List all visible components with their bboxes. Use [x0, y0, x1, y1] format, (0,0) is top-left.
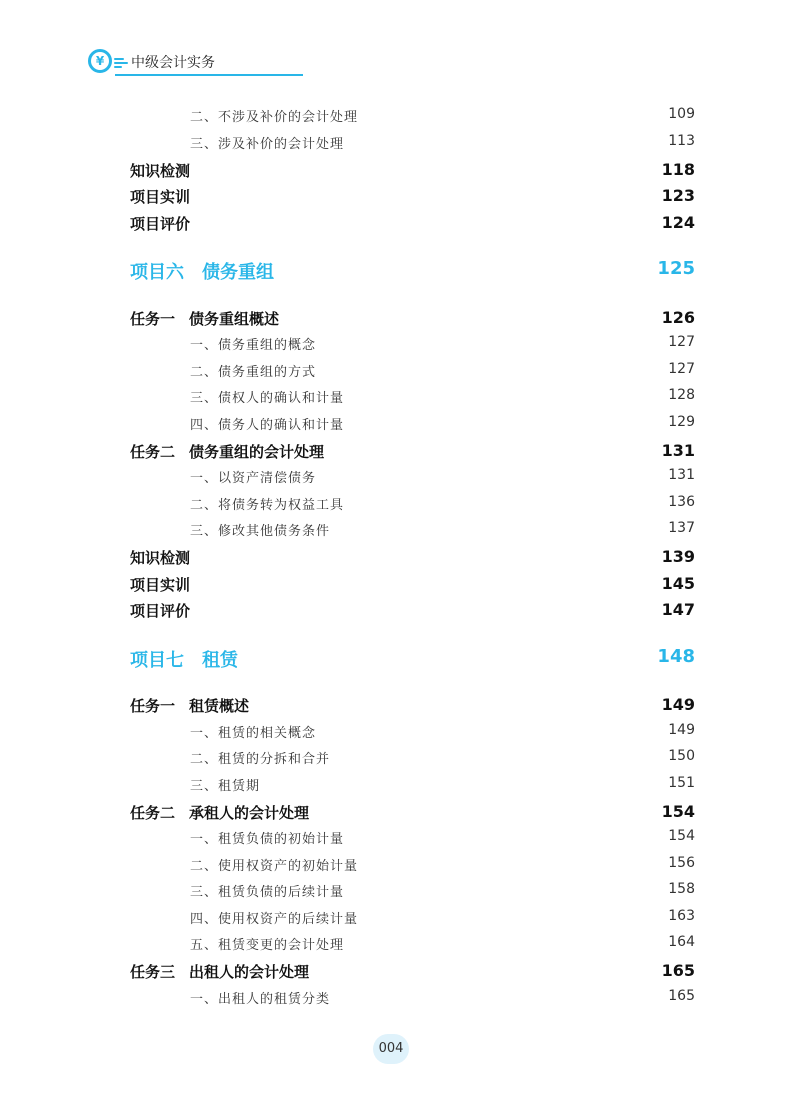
toc-entry-text: 债务重组 — [202, 262, 274, 283]
toc-entry-text: 一、租赁的相关概念 — [190, 726, 317, 741]
toc-entry-title — [130, 213, 190, 234]
toc-entry-text: 项目实训 — [130, 576, 191, 594]
toc-entry-title — [190, 106, 358, 125]
toc-entry-text: 一、以资产清偿债务 — [190, 471, 317, 486]
toc-entry-text: 二、使用权资产的初始计量 — [190, 859, 359, 874]
toc-entry-label: 任务三 — [130, 963, 176, 981]
toc-entry-title — [190, 387, 344, 406]
toc-entry-page: 124 — [661, 213, 695, 232]
project-entry[interactable] — [0, 646, 800, 670]
section-entry[interactable] — [0, 802, 800, 822]
toc-entry-label: 项目六 — [130, 262, 184, 283]
toc-entry-text: 租赁 — [202, 650, 238, 671]
toc-entry-page: 113 — [668, 133, 695, 149]
toc-entry-text: 项目实训 — [130, 188, 191, 206]
toc-entry-text: 债务重组的会计处理 — [189, 443, 325, 461]
toc-entry-page: 150 — [668, 748, 695, 764]
toc-entry-title — [130, 600, 190, 621]
toc-entry-title — [130, 258, 274, 284]
toc-entry-page: 154 — [661, 802, 695, 821]
section-entry[interactable] — [0, 695, 800, 715]
toc-entry-title — [190, 722, 316, 741]
toc-entry-page: 148 — [657, 646, 695, 667]
toc-entry-page: 147 — [661, 600, 695, 619]
toc-entry-text: 承租人的会计处理 — [189, 804, 310, 822]
toc-entry-text: 三、租赁期 — [190, 779, 261, 794]
subsection-entry[interactable] — [0, 520, 800, 540]
yen-coin-icon: ¥ — [88, 49, 112, 73]
toc-entry-page: 126 — [661, 308, 695, 327]
section-entry[interactable] — [0, 308, 800, 328]
page-number: 004 — [373, 1034, 409, 1064]
toc-entry-page: 151 — [668, 775, 695, 791]
toc-entry-page: 164 — [668, 934, 695, 950]
subsection-entry[interactable] — [0, 908, 800, 928]
toc-entry-title — [130, 961, 309, 982]
toc-entry-text: 二、债务重组的方式 — [190, 365, 317, 380]
toc-entry-title — [190, 988, 330, 1007]
subsection-entry[interactable] — [0, 106, 800, 126]
toc-entry-page: 163 — [668, 908, 695, 924]
toc-entry-label: 任务一 — [130, 310, 176, 328]
toc-entry-text: 四、债务人的确认和计量 — [190, 418, 345, 433]
toc-entry-text: 项目评价 — [130, 215, 191, 233]
toc-entry-label: 任务二 — [130, 804, 176, 822]
subsection-entry[interactable] — [0, 748, 800, 768]
toc-entry-page: 129 — [668, 414, 695, 430]
toc-entry-label: 任务二 — [130, 443, 176, 461]
toc-entry-page: 131 — [668, 467, 695, 483]
toc-entry-text: 二、不涉及补价的会计处理 — [190, 110, 359, 125]
subsection-entry[interactable] — [0, 881, 800, 901]
subsection-entry[interactable] — [0, 361, 800, 381]
toc-entry-text: 知识检测 — [130, 162, 191, 180]
toc-entry-text: 四、使用权资产的后续计量 — [190, 912, 359, 927]
toc-entry-text: 三、租赁负债的后续计量 — [190, 885, 345, 900]
section-entry[interactable] — [0, 441, 800, 461]
toc-entry-title — [190, 881, 344, 900]
toc-entry-title — [190, 934, 344, 953]
toc-entry-title — [130, 186, 190, 207]
toc-entry-title — [190, 908, 358, 927]
toc-entry-label: 任务一 — [130, 697, 176, 715]
toc-entry-text: 五、租赁变更的会计处理 — [190, 938, 345, 953]
toc-entry-text: 三、涉及补价的会计处理 — [190, 137, 345, 152]
toc-entry-title — [130, 308, 279, 329]
toc-entry-text: 三、债权人的确认和计量 — [190, 391, 345, 406]
toc-entry-page: 149 — [668, 722, 695, 738]
toc-entry-text: 二、将债务转为权益工具 — [190, 498, 345, 513]
toc-entry-page: 127 — [668, 361, 695, 377]
toc-entry-page: 131 — [661, 441, 695, 460]
toc-entry-title — [190, 494, 344, 513]
subsection-entry[interactable] — [0, 467, 800, 487]
toc-entry-title — [130, 160, 190, 181]
section-entry[interactable] — [0, 600, 800, 620]
toc-entry-page: 139 — [661, 547, 695, 566]
section-entry[interactable] — [0, 213, 800, 233]
toc-entry-page: 136 — [668, 494, 695, 510]
toc-entry-title — [190, 414, 344, 433]
running-header — [88, 44, 228, 80]
toc-entry-page: 149 — [661, 695, 695, 714]
subsection-entry[interactable] — [0, 133, 800, 153]
subsection-entry[interactable] — [0, 828, 800, 848]
toc-entry-page: 165 — [661, 961, 695, 980]
toc-entry-page: 158 — [668, 881, 695, 897]
subsection-entry[interactable] — [0, 334, 800, 354]
toc-entry-page: 156 — [668, 855, 695, 871]
toc-entry-text: 租赁概述 — [189, 697, 250, 715]
subsection-entry[interactable] — [0, 414, 800, 434]
toc-entry-title — [130, 547, 190, 568]
project-entry[interactable] — [0, 258, 800, 282]
section-entry[interactable] — [0, 547, 800, 567]
toc-entry-text: 一、债务重组的概念 — [190, 338, 317, 353]
toc-entry-title — [190, 520, 330, 539]
subsection-entry[interactable] — [0, 855, 800, 875]
toc-entry-title — [190, 828, 344, 847]
toc-entry-page: 145 — [661, 574, 695, 593]
toc-entry-page: 118 — [661, 160, 695, 179]
speed-lines-icon — [114, 58, 128, 68]
section-entry[interactable] — [0, 574, 800, 594]
toc-entry-text: 二、租赁的分拆和合并 — [190, 752, 331, 767]
toc-entry-page: 154 — [668, 828, 695, 844]
toc-entry-title — [190, 775, 260, 794]
toc-entry-title — [190, 133, 344, 152]
toc-entry-page: 165 — [668, 988, 695, 1004]
toc-entry-title — [190, 748, 330, 767]
toc-entry-text: 三、修改其他债务条件 — [190, 524, 331, 539]
toc-entry-title — [190, 361, 316, 380]
subsection-entry[interactable] — [0, 988, 800, 1008]
section-entry[interactable] — [0, 160, 800, 180]
toc-entry-text: 一、出租人的租赁分类 — [190, 992, 331, 1007]
toc-entry-page: 125 — [657, 258, 695, 279]
toc-entry-page: 123 — [661, 186, 695, 205]
toc-entry-label: 项目七 — [130, 650, 184, 671]
section-entry[interactable] — [0, 961, 800, 981]
toc-entry-text: 项目评价 — [130, 602, 191, 620]
subsection-entry[interactable] — [0, 934, 800, 954]
toc-entry-page: 137 — [668, 520, 695, 536]
toc-entry-text: 知识检测 — [130, 549, 191, 567]
toc-entry-page: 109 — [668, 106, 695, 122]
subsection-entry[interactable] — [0, 387, 800, 407]
book-title: 中级会计实务 — [131, 55, 215, 71]
toc-entry-page: 128 — [668, 387, 695, 403]
toc-entry-title — [190, 467, 316, 486]
subsection-entry[interactable] — [0, 722, 800, 742]
toc-entry-text: 一、租赁负债的初始计量 — [190, 832, 345, 847]
toc-entry-text: 出租人的会计处理 — [189, 963, 310, 981]
toc-entry-title — [190, 334, 316, 353]
subsection-entry[interactable] — [0, 494, 800, 514]
subsection-entry[interactable] — [0, 775, 800, 795]
toc-entry-page: 127 — [668, 334, 695, 350]
toc-entry-title — [190, 855, 358, 874]
toc-entry-title — [130, 802, 309, 823]
toc-entry-title — [130, 646, 238, 672]
toc-entry-title — [130, 441, 324, 462]
header-underline — [115, 74, 303, 76]
section-entry[interactable] — [0, 186, 800, 206]
toc-entry-title — [130, 574, 190, 595]
toc-entry-text: 债务重组概述 — [189, 310, 280, 328]
toc-entry-title — [130, 695, 249, 716]
